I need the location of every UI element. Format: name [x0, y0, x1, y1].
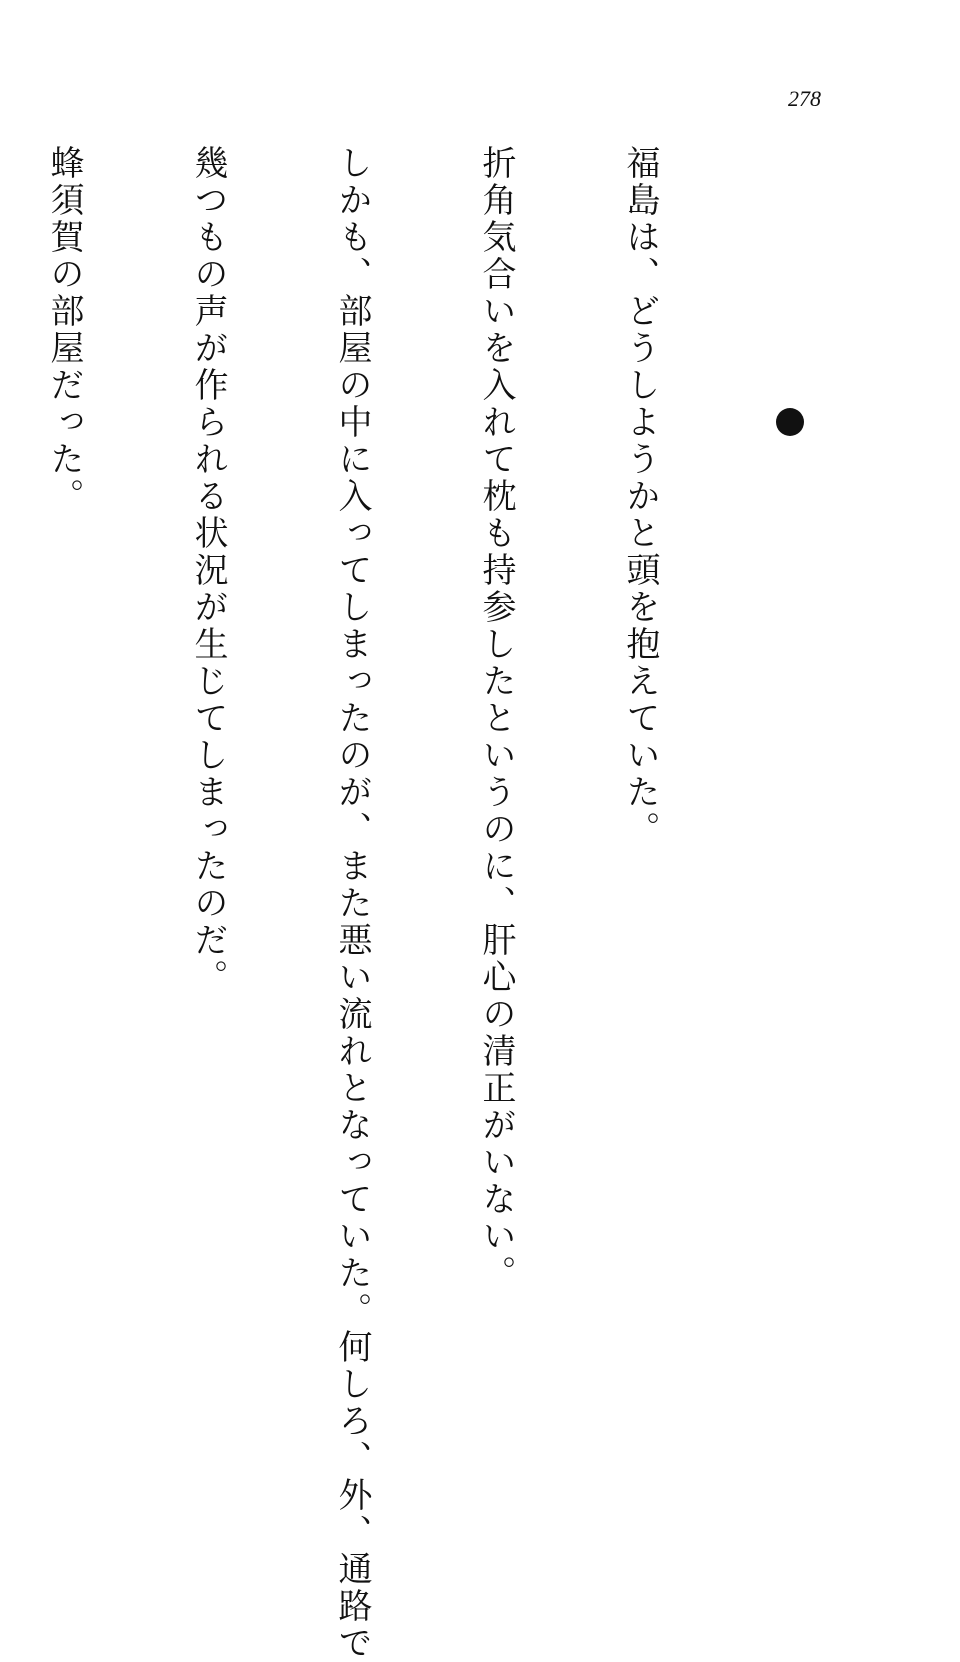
text-line: 幾つもの声が作られる状況が生じてしまったのだ。 — [188, 145, 228, 996]
text-line: 折角気合いを入れて枕も持参したというのに、肝心の清正がいない。 — [476, 145, 516, 1292]
text-line: 福島は、どうしようかと頭を抱えていた。 — [620, 145, 660, 848]
page-number: 278 — [788, 86, 821, 111]
text-line: 蜂須賀の部屋だった。 — [44, 145, 84, 515]
section-marker-dot — [776, 408, 804, 436]
vertical-text-block — [44, 145, 760, 1662]
text-line: しかも、部屋の中に入ってしまったのが、また悪い流れとなっていた。何しろ、外、通路で — [332, 145, 372, 1662]
